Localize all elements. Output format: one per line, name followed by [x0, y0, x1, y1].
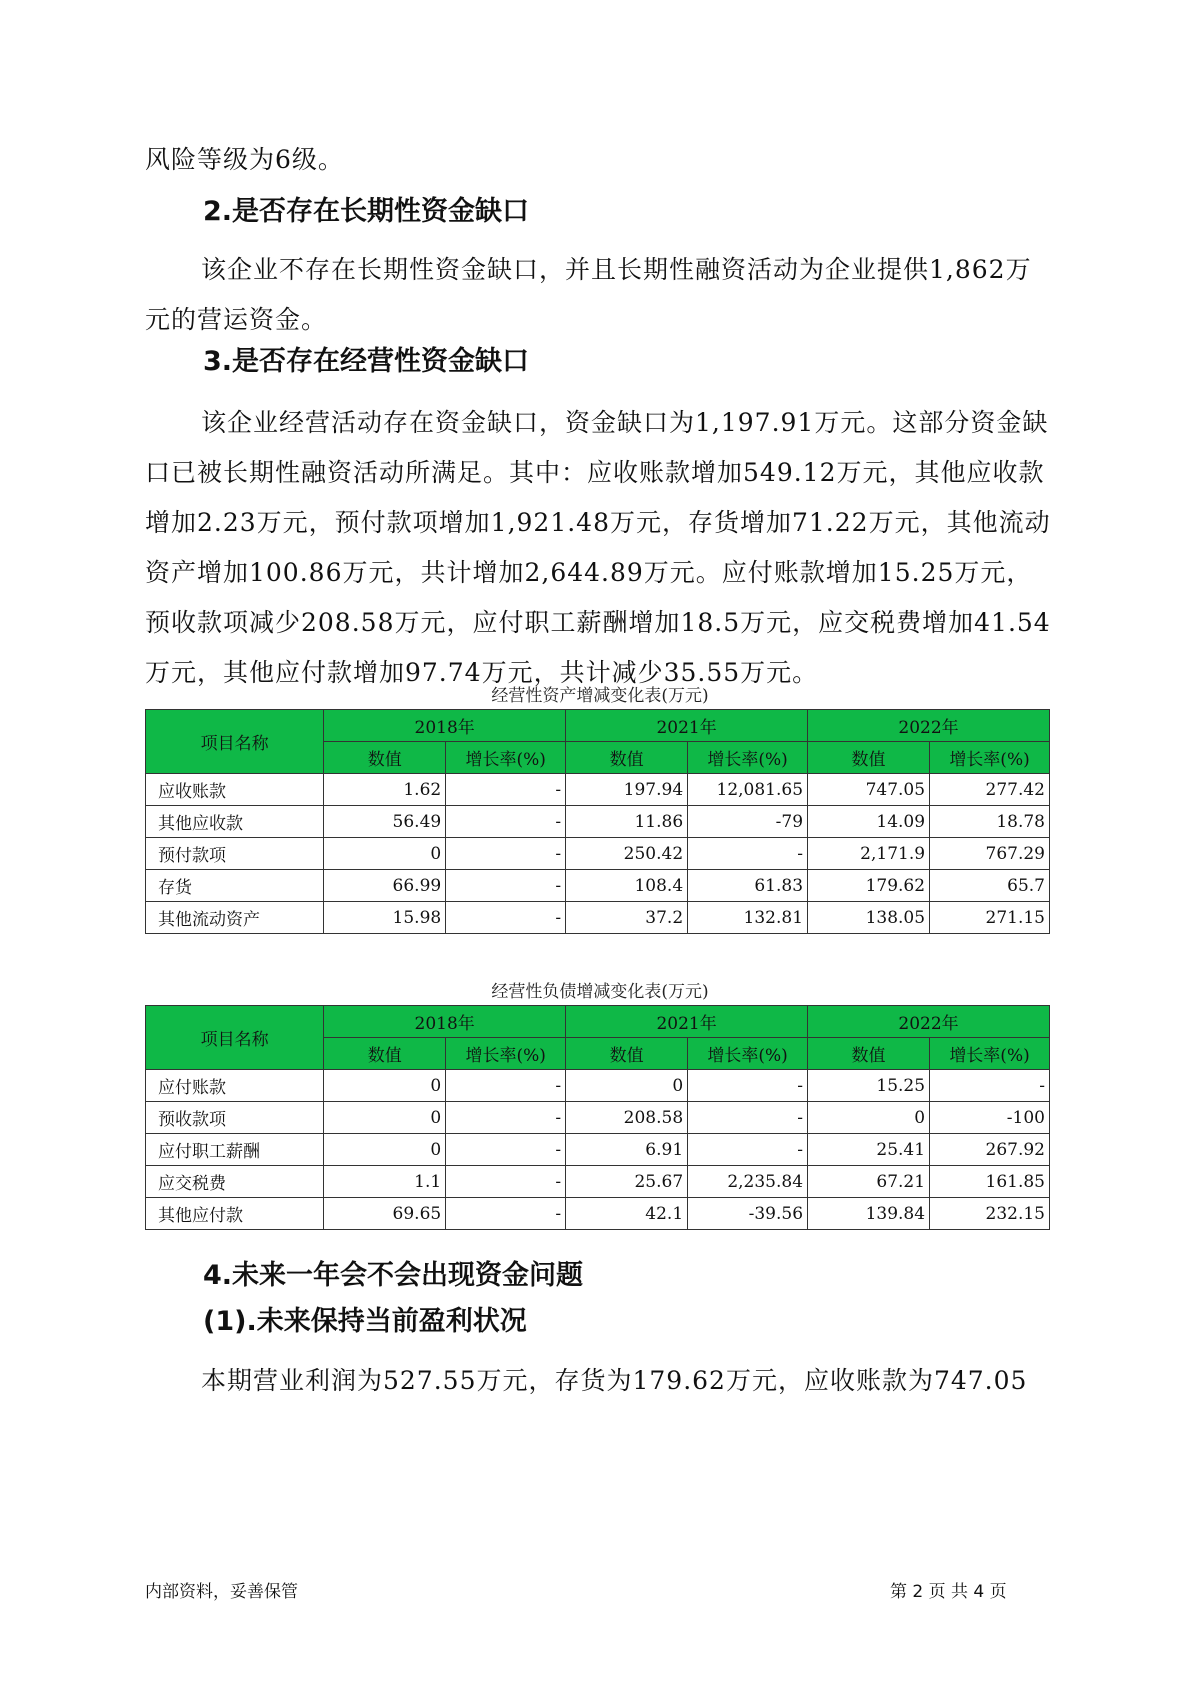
liabilities-table-caption: 经营性负债增减变化表(万元) — [491, 982, 709, 1002]
growth-rate-cell: 267.92 — [930, 1134, 1050, 1166]
header-rate: 增长率(%) — [446, 742, 566, 774]
value-cell: 1.1 — [324, 1166, 446, 1198]
value-cell: 250.42 — [566, 838, 688, 870]
row-item-name: 应付账款 — [146, 1070, 324, 1102]
growth-rate-cell: 61.83 — [688, 870, 808, 902]
row-item-name: 其他应收款 — [146, 806, 324, 838]
value-cell: 15.25 — [808, 1070, 930, 1102]
assets-table-caption: 经营性资产增减变化表(万元) — [491, 686, 709, 706]
value-cell: 0 — [566, 1070, 688, 1102]
header-rate: 增长率(%) — [688, 742, 808, 774]
header-year: 2018年 — [324, 710, 566, 742]
growth-rate-cell: - — [688, 1134, 808, 1166]
value-cell: 56.49 — [324, 806, 446, 838]
table-row — [146, 1166, 1050, 1198]
row-item-name: 应付职工薪酬 — [146, 1134, 324, 1166]
value-cell: 108.4 — [566, 870, 688, 902]
header-rate: 增长率(%) — [930, 1038, 1050, 1070]
growth-rate-cell: -79 — [688, 806, 808, 838]
value-cell: 11.86 — [566, 806, 688, 838]
row-item-name: 应交税费 — [146, 1166, 324, 1198]
growth-rate-cell: 12,081.65 — [688, 774, 808, 806]
header-value: 数值 — [566, 742, 688, 774]
growth-rate-cell: - — [688, 1070, 808, 1102]
value-cell: 139.84 — [808, 1198, 930, 1230]
value-cell: 37.2 — [566, 902, 688, 934]
growth-rate-cell: - — [446, 1134, 566, 1166]
value-cell: 197.94 — [566, 774, 688, 806]
header-year: 2021年 — [566, 710, 808, 742]
growth-rate-cell: - — [446, 806, 566, 838]
growth-rate-cell: - — [446, 1198, 566, 1230]
value-cell: 747.05 — [808, 774, 930, 806]
footer-page-number: 第 2 页 共 4 页 — [890, 1582, 1007, 1602]
growth-rate-cell: - — [446, 1102, 566, 1134]
table-row — [146, 806, 1050, 838]
subsection-heading-current-profit: (1).未来保持当前盈利状况 — [203, 1306, 527, 1337]
liabilities-change-table — [145, 1005, 1050, 1230]
growth-rate-cell: 767.29 — [930, 838, 1050, 870]
table-row — [146, 870, 1050, 902]
value-cell: 0 — [324, 1134, 446, 1166]
section-heading-operating-gap: 3.是否存在经营性资金缺口 — [203, 346, 530, 377]
header-year: 2022年 — [808, 710, 1050, 742]
value-cell: 0 — [324, 1102, 446, 1134]
header-rate: 增长率(%) — [446, 1038, 566, 1070]
table-row — [146, 1134, 1050, 1166]
growth-rate-cell: -100 — [930, 1102, 1050, 1134]
header-item-name: 项目名称 — [146, 710, 324, 774]
header-value: 数值 — [324, 1038, 446, 1070]
footer-confidential-note: 内部资料，妥善保管 — [145, 1582, 298, 1602]
header-value: 数值 — [324, 742, 446, 774]
value-cell: 66.99 — [324, 870, 446, 902]
growth-rate-cell: - — [446, 1166, 566, 1198]
header-year: 2021年 — [566, 1006, 808, 1038]
value-cell: 15.98 — [324, 902, 446, 934]
row-item-name: 预收款项 — [146, 1102, 324, 1134]
growth-rate-cell: 277.42 — [930, 774, 1050, 806]
value-cell: 25.67 — [566, 1166, 688, 1198]
value-cell: 2,171.9 — [808, 838, 930, 870]
header-rate: 增长率(%) — [688, 1038, 808, 1070]
growth-rate-cell: - — [446, 838, 566, 870]
growth-rate-cell: 271.15 — [930, 902, 1050, 934]
table-row — [146, 1198, 1050, 1230]
header-value: 数值 — [808, 742, 930, 774]
value-cell: 42.1 — [566, 1198, 688, 1230]
row-item-name: 存货 — [146, 870, 324, 902]
value-cell: 0 — [324, 1070, 446, 1102]
growth-rate-cell: - — [688, 838, 808, 870]
value-cell: 67.21 — [808, 1166, 930, 1198]
value-cell: 14.09 — [808, 806, 930, 838]
growth-rate-cell: - — [446, 1070, 566, 1102]
risk-paragraph: 风险等级为6级。 — [145, 145, 344, 174]
section-heading-long-term-gap: 2.是否存在长期性资金缺口 — [203, 196, 530, 227]
header-year: 2018年 — [324, 1006, 566, 1038]
value-cell: 6.91 — [566, 1134, 688, 1166]
row-item-name: 应收账款 — [146, 774, 324, 806]
value-cell: 69.65 — [324, 1198, 446, 1230]
row-item-name: 预付款项 — [146, 838, 324, 870]
growth-rate-cell: 65.7 — [930, 870, 1050, 902]
header-rate: 增长率(%) — [930, 742, 1050, 774]
growth-rate-cell: - — [930, 1070, 1050, 1102]
value-cell: 0 — [808, 1102, 930, 1134]
table-row — [146, 1070, 1050, 1102]
growth-rate-cell: -39.56 — [688, 1198, 808, 1230]
row-item-name: 其他应付款 — [146, 1198, 324, 1230]
table-row — [146, 774, 1050, 806]
long-term-gap-paragraph: 该企业不存在长期性资金缺口，并且长期性融资活动为企业提供1,862万元的营运资金。 — [145, 255, 1032, 334]
growth-rate-cell: 161.85 — [930, 1166, 1050, 1198]
growth-rate-cell: 132.81 — [688, 902, 808, 934]
growth-rate-cell: 232.15 — [930, 1198, 1050, 1230]
table-row — [146, 1102, 1050, 1134]
value-cell: 208.58 — [566, 1102, 688, 1134]
header-item-name: 项目名称 — [146, 1006, 324, 1070]
value-cell: 25.41 — [808, 1134, 930, 1166]
table-row — [146, 838, 1050, 870]
value-cell: 179.62 — [808, 870, 930, 902]
value-cell: 138.05 — [808, 902, 930, 934]
growth-rate-cell: 18.78 — [930, 806, 1050, 838]
header-year: 2022年 — [808, 1006, 1050, 1038]
growth-rate-cell: 2,235.84 — [688, 1166, 808, 1198]
growth-rate-cell: - — [446, 774, 566, 806]
assets-change-table — [145, 709, 1050, 934]
growth-rate-cell: - — [446, 902, 566, 934]
future-paragraph: 本期营业利润为527.55万元，存货为179.62万元，应收账款为747.05 — [201, 1366, 1028, 1395]
table-row — [146, 902, 1050, 934]
growth-rate-cell: - — [688, 1102, 808, 1134]
value-cell: 0 — [324, 838, 446, 870]
growth-rate-cell: - — [446, 870, 566, 902]
header-value: 数值 — [808, 1038, 930, 1070]
row-item-name: 其他流动资产 — [146, 902, 324, 934]
operating-gap-paragraph: 该企业经营活动存在资金缺口，资金缺口为1,197.91万元。这部分资金缺口已被长期性融资活动所满足。其中：应收账款增加549.12万元，其他应收款增加2.23万元，预付款项增加1,921.48万元，存货增加71.22万元，其他流动资产增加100.86万元，共计增加2,644.89万元。应付账款增加15.25万元，预收款项减少208.58万元，应付职工薪酬增加18.5万元，应交税费增加41.54万元，其他应付款增加97.74万元，共计减少35.55万元。 — [145, 408, 1051, 687]
section-heading-future-funding: 4.未来一年会不会出现资金问题 — [203, 1260, 584, 1291]
header-value: 数值 — [566, 1038, 688, 1070]
value-cell: 1.62 — [324, 774, 446, 806]
